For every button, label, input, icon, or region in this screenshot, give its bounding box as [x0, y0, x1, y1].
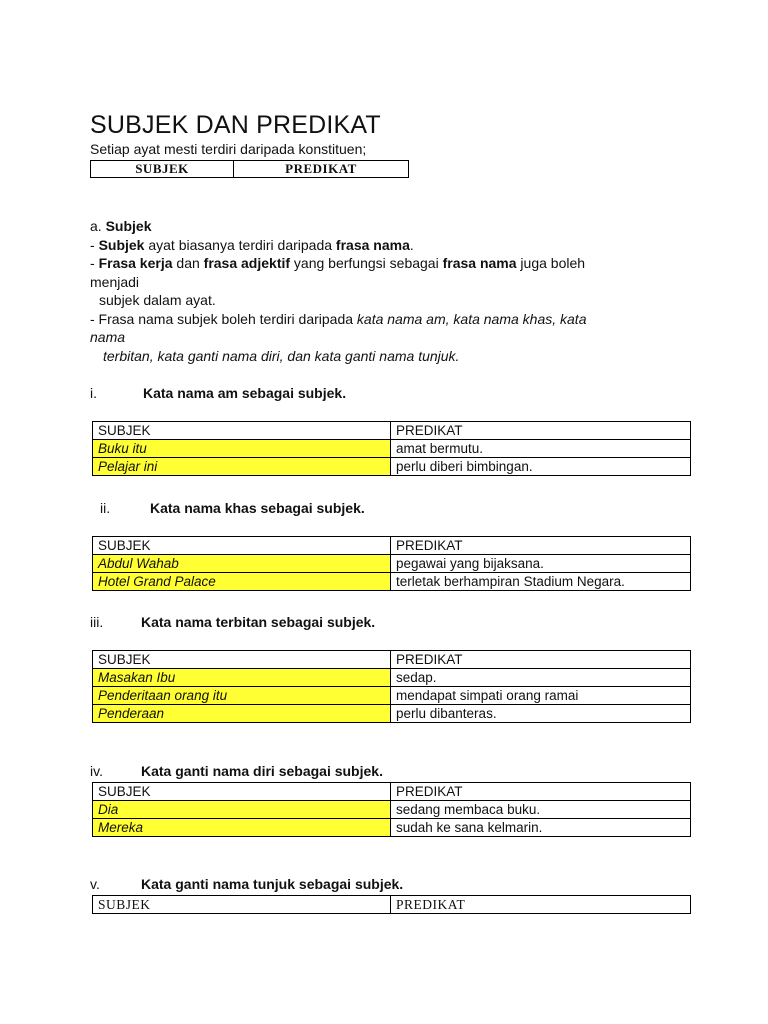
subjek-cell: Buku itu — [93, 440, 391, 458]
subjek-cell: Dia — [93, 801, 391, 819]
predikat-cell: mendapat simpati orang ramai — [391, 687, 691, 705]
page-title: SUBJEK DAN PREDIKAT — [90, 110, 381, 139]
subjek-cell: Pelajar ini — [93, 458, 391, 476]
table-header-row — [93, 537, 691, 555]
table-row — [93, 440, 691, 458]
table-row — [93, 573, 691, 591]
subjek-section — [90, 217, 670, 365]
subjek-line-2-cont: menjadi — [90, 273, 140, 290]
intro-text: Setiap ayat mesti terdiri daripada konstituen; — [90, 141, 367, 157]
predikat-cell: perlu diberi bimbingan. — [391, 458, 691, 476]
table-row — [93, 669, 691, 687]
section-title: Kata ganti nama diri sebagai subjek. — [141, 763, 383, 779]
subjek-cell: Hotel Grand Palace — [93, 573, 391, 591]
section-number: ii. — [100, 500, 111, 516]
example-table-iii — [92, 650, 691, 723]
example-table-i — [92, 421, 691, 476]
table-row — [93, 819, 691, 837]
subjek-cell: Penderaan — [93, 705, 391, 723]
subjek-cell: Abdul Wahab — [93, 555, 391, 573]
section-heading-ii — [100, 500, 365, 516]
section-heading-i — [90, 385, 347, 401]
header-predikat: PREDIKAT — [391, 537, 691, 555]
subjek-line-3-cont: nama — [90, 329, 126, 345]
header-subjek: SUBJEK — [93, 651, 391, 669]
subjek-heading: a. Subjek — [90, 218, 152, 234]
header-subjek: SUBJEK — [93, 783, 391, 801]
subjek-line-1: - Subjek ayat biasanya terdiri daripada frasa nama. — [90, 236, 414, 253]
section-number: v. — [90, 876, 100, 892]
section-title: Kata nama am sebagai subjek. — [143, 385, 347, 401]
section-number: iii. — [90, 614, 104, 630]
section-heading-v — [90, 876, 404, 892]
predikat-cell: sudah ke sana kelmarin. — [391, 819, 691, 837]
section-heading-iii — [90, 614, 376, 630]
table-row — [93, 687, 691, 705]
subjek-line-3: - Frasa nama subjek boleh terdiri daripada kata nama am, kata nama khas, kata — [90, 310, 587, 327]
table-header-row — [93, 896, 691, 914]
predikat-cell: amat bermutu. — [391, 440, 691, 458]
header-predikat: PREDIKAT — [391, 651, 691, 669]
section-title: Kata nama terbitan sebagai subjek. — [141, 614, 376, 630]
subjek-line-3-cont2: terbitan, kata ganti nama diri, dan kata ganti nama tunjuk. — [103, 347, 460, 364]
predikat-cell: sedang membaca buku. — [391, 801, 691, 819]
table-header-row — [93, 783, 691, 801]
predikat-cell: pegawai yang bijaksana. — [391, 555, 691, 573]
header-subjek: SUBJEK — [93, 537, 391, 555]
constituent-subjek: SUBJEK — [91, 161, 234, 178]
section-title: Kata ganti nama tunjuk sebagai subjek. — [141, 876, 404, 892]
constituent-predikat: PREDIKAT — [234, 161, 409, 178]
table-row — [93, 705, 691, 723]
example-table-iv — [92, 782, 691, 837]
header-subjek: SUBJEK — [93, 422, 391, 440]
header-predikat: PREDIKAT — [391, 783, 691, 801]
header-subjek: SUBJEK — [93, 896, 391, 914]
subjek-line-2-cont2: subjek dalam ayat. — [99, 292, 216, 308]
predikat-cell: sedap. — [391, 669, 691, 687]
subjek-line-2: - Frasa kerja dan frasa adjektif yang berfungsi sebagai frasa nama juga boleh — [90, 255, 586, 271]
table-row — [93, 458, 691, 476]
section-number: iv. — [90, 763, 103, 779]
table-row — [93, 555, 691, 573]
table-header-row — [93, 651, 691, 669]
table-row — [93, 801, 691, 819]
predikat-cell: perlu dibanteras. — [391, 705, 691, 723]
predikat-cell: terletak berhampiran Stadium Negara. — [391, 573, 691, 591]
section-title: Kata nama khas sebagai subjek. — [150, 500, 365, 516]
section-number: i. — [90, 385, 97, 401]
header-predikat: PREDIKAT — [391, 422, 691, 440]
header-predikat: PREDIKAT — [391, 896, 691, 914]
subjek-cell: Masakan Ibu — [93, 669, 391, 687]
table-header-row — [93, 422, 691, 440]
subjek-cell: Penderitaan orang itu — [93, 687, 391, 705]
constituent-table — [90, 160, 409, 178]
subjek-cell: Mereka — [93, 819, 391, 837]
example-table-ii — [92, 536, 691, 591]
example-table-v — [92, 895, 691, 914]
section-heading-iv — [90, 763, 383, 779]
